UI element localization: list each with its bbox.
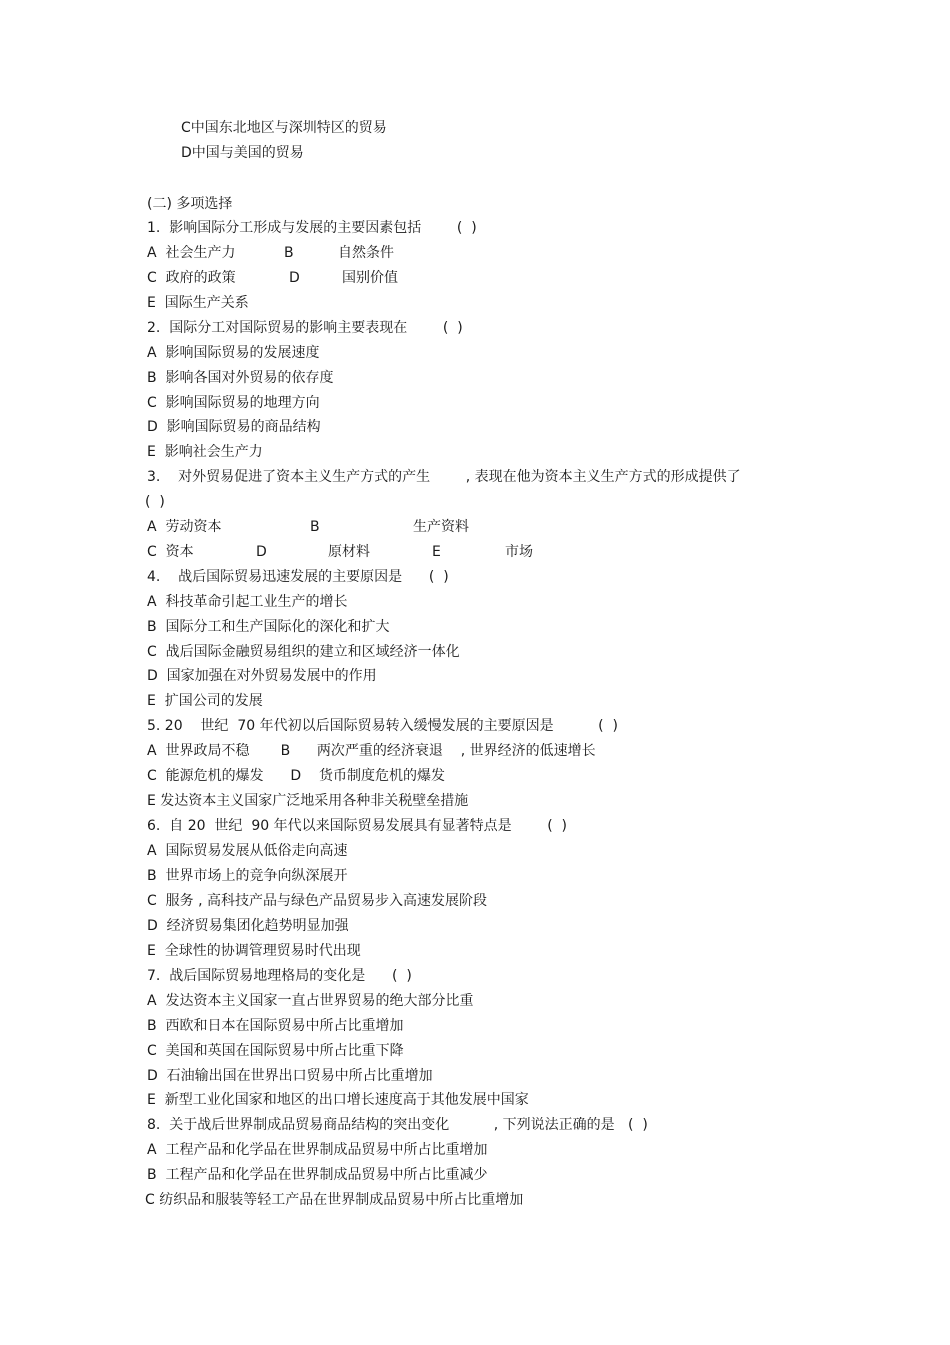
- question-2-option-c: C 影响国际贸易的地理方向: [147, 395, 320, 411]
- question-8-option-c: C 纺织品和服装等轻工产品在世界制成品贸易中所占比重增加: [145, 1192, 524, 1208]
- question-2-option-a: A 影响国际贸易的发展速度: [147, 345, 320, 361]
- question-2-option-b: B 影响各国对外贸易的依存度: [147, 370, 334, 386]
- question-2: 2. 国际分工对国际贸易的影响主要表现在 ( ): [147, 320, 463, 336]
- question-5-option-e: E 发达资本主义国家广泛地采用各种非关税壁垒措施: [147, 793, 469, 809]
- question-6-option-c: C 服务 , 高科技产品与绿色产品贸易步入高速发展阶段: [147, 893, 488, 909]
- question-7-option-a: A 发达资本主义国家一直占世界贸易的绝大部分比重: [147, 993, 474, 1009]
- question-4-option-c: C 战后国际金融贸易组织的建立和区域经济一体化: [147, 644, 460, 660]
- question-1-option-b-letter: B: [284, 245, 294, 261]
- question-3-option-d-text: 原材料: [328, 544, 370, 560]
- question-3-option-e-letter: E: [432, 544, 441, 560]
- question-8: 8. 关于战后世界制成品贸易商品结构的突出变化 , 下列说法正确的是 ( ): [147, 1117, 648, 1133]
- question-2-option-e: E 影响社会生产力: [147, 444, 263, 460]
- question-4-option-a: A 科技革命引起工业生产的增长: [147, 594, 348, 610]
- question-5: 5. 20 世纪 70 年代初以后国际贸易转入缓慢发展的主要原因是 ( ): [147, 718, 618, 734]
- question-6-option-d: D 经济贸易集团化趋势明显加强: [147, 918, 349, 934]
- question-4-option-e: E 扩国公司的发展: [147, 693, 263, 709]
- section-heading: (二) 多项选择: [147, 196, 233, 212]
- question-7: 7. 战后国际贸易地理格局的变化是 ( ): [147, 968, 412, 984]
- question-3-continuation: ( ): [145, 494, 165, 510]
- question-6-option-e: E 全球性的协调管理贸易时代出现: [147, 943, 361, 959]
- question-4: 4. 战后国际贸易迅速发展的主要原因是 ( ): [147, 569, 449, 585]
- question-1-option-c: C 政府的政策: [147, 270, 236, 286]
- question-6-option-a: A 国际贸易发展从低俗走向高速: [147, 843, 348, 859]
- option-d-previous: D中国与美国的贸易: [181, 145, 304, 161]
- question-3-option-a: A 劳动资本: [147, 519, 222, 535]
- question-8-option-a: A 工程产品和化学品在世界制成品贸易中所占比重增加: [147, 1142, 488, 1158]
- question-8-option-b: B 工程产品和化学品在世界制成品贸易中所占比重减少: [147, 1167, 488, 1183]
- question-3-option-b-text: 生产资料: [413, 519, 469, 535]
- question-2-option-d: D 影响国际贸易的商品结构: [147, 419, 321, 435]
- question-1-option-e: E 国际生产关系: [147, 295, 249, 311]
- question-6-option-b: B 世界市场上的竞争向纵深展开: [147, 868, 348, 884]
- question-7-option-b: B 西欧和日本在国际贸易中所占比重增加: [147, 1018, 404, 1034]
- question-3-option-b-letter: B: [310, 519, 320, 535]
- question-7-option-d: D 石油输出国在世界出口贸易中所占比重增加: [147, 1068, 433, 1084]
- question-1-option-a: A 社会生产力: [147, 245, 236, 261]
- question-3-option-e-text: 市场: [505, 544, 533, 560]
- question-4-option-d: D 国家加强在对外贸易发展中的作用: [147, 668, 377, 684]
- question-3-option-d-letter: D: [256, 544, 267, 560]
- question-1: 1. 影响国际分工形成与发展的主要因素包括 ( ): [147, 220, 477, 236]
- question-1-option-d-text: 国别价值: [342, 270, 398, 286]
- question-1-option-d-letter: D: [289, 270, 300, 286]
- option-c-previous: C中国东北地区与深圳特区的贸易: [181, 120, 387, 136]
- question-7-option-e: E 新型工业化国家和地区的出口增长速度高于其他发展中国家: [147, 1092, 529, 1108]
- question-3-option-c: C 资本: [147, 544, 194, 560]
- question-1-option-b-text: 自然条件: [338, 245, 394, 261]
- question-7-option-c: C 美国和英国在国际贸易中所占比重下降: [147, 1043, 404, 1059]
- question-5-options-a-b: A 世界政局不稳 B 两次严重的经济衰退 , 世界经济的低速增长: [147, 743, 596, 759]
- question-6: 6. 自 20 世纪 90 年代以来国际贸易发展具有显著特点是 ( ): [147, 818, 568, 834]
- question-3: 3. 对外贸易促进了资本主义生产方式的产生 , 表现在他为资本主义生产方式的形成提供了: [147, 469, 741, 485]
- question-4-option-b: B 国际分工和生产国际化的深化和扩大: [147, 619, 390, 635]
- question-5-options-c-d: C 能源危机的爆发 D 货币制度危机的爆发: [147, 768, 445, 784]
